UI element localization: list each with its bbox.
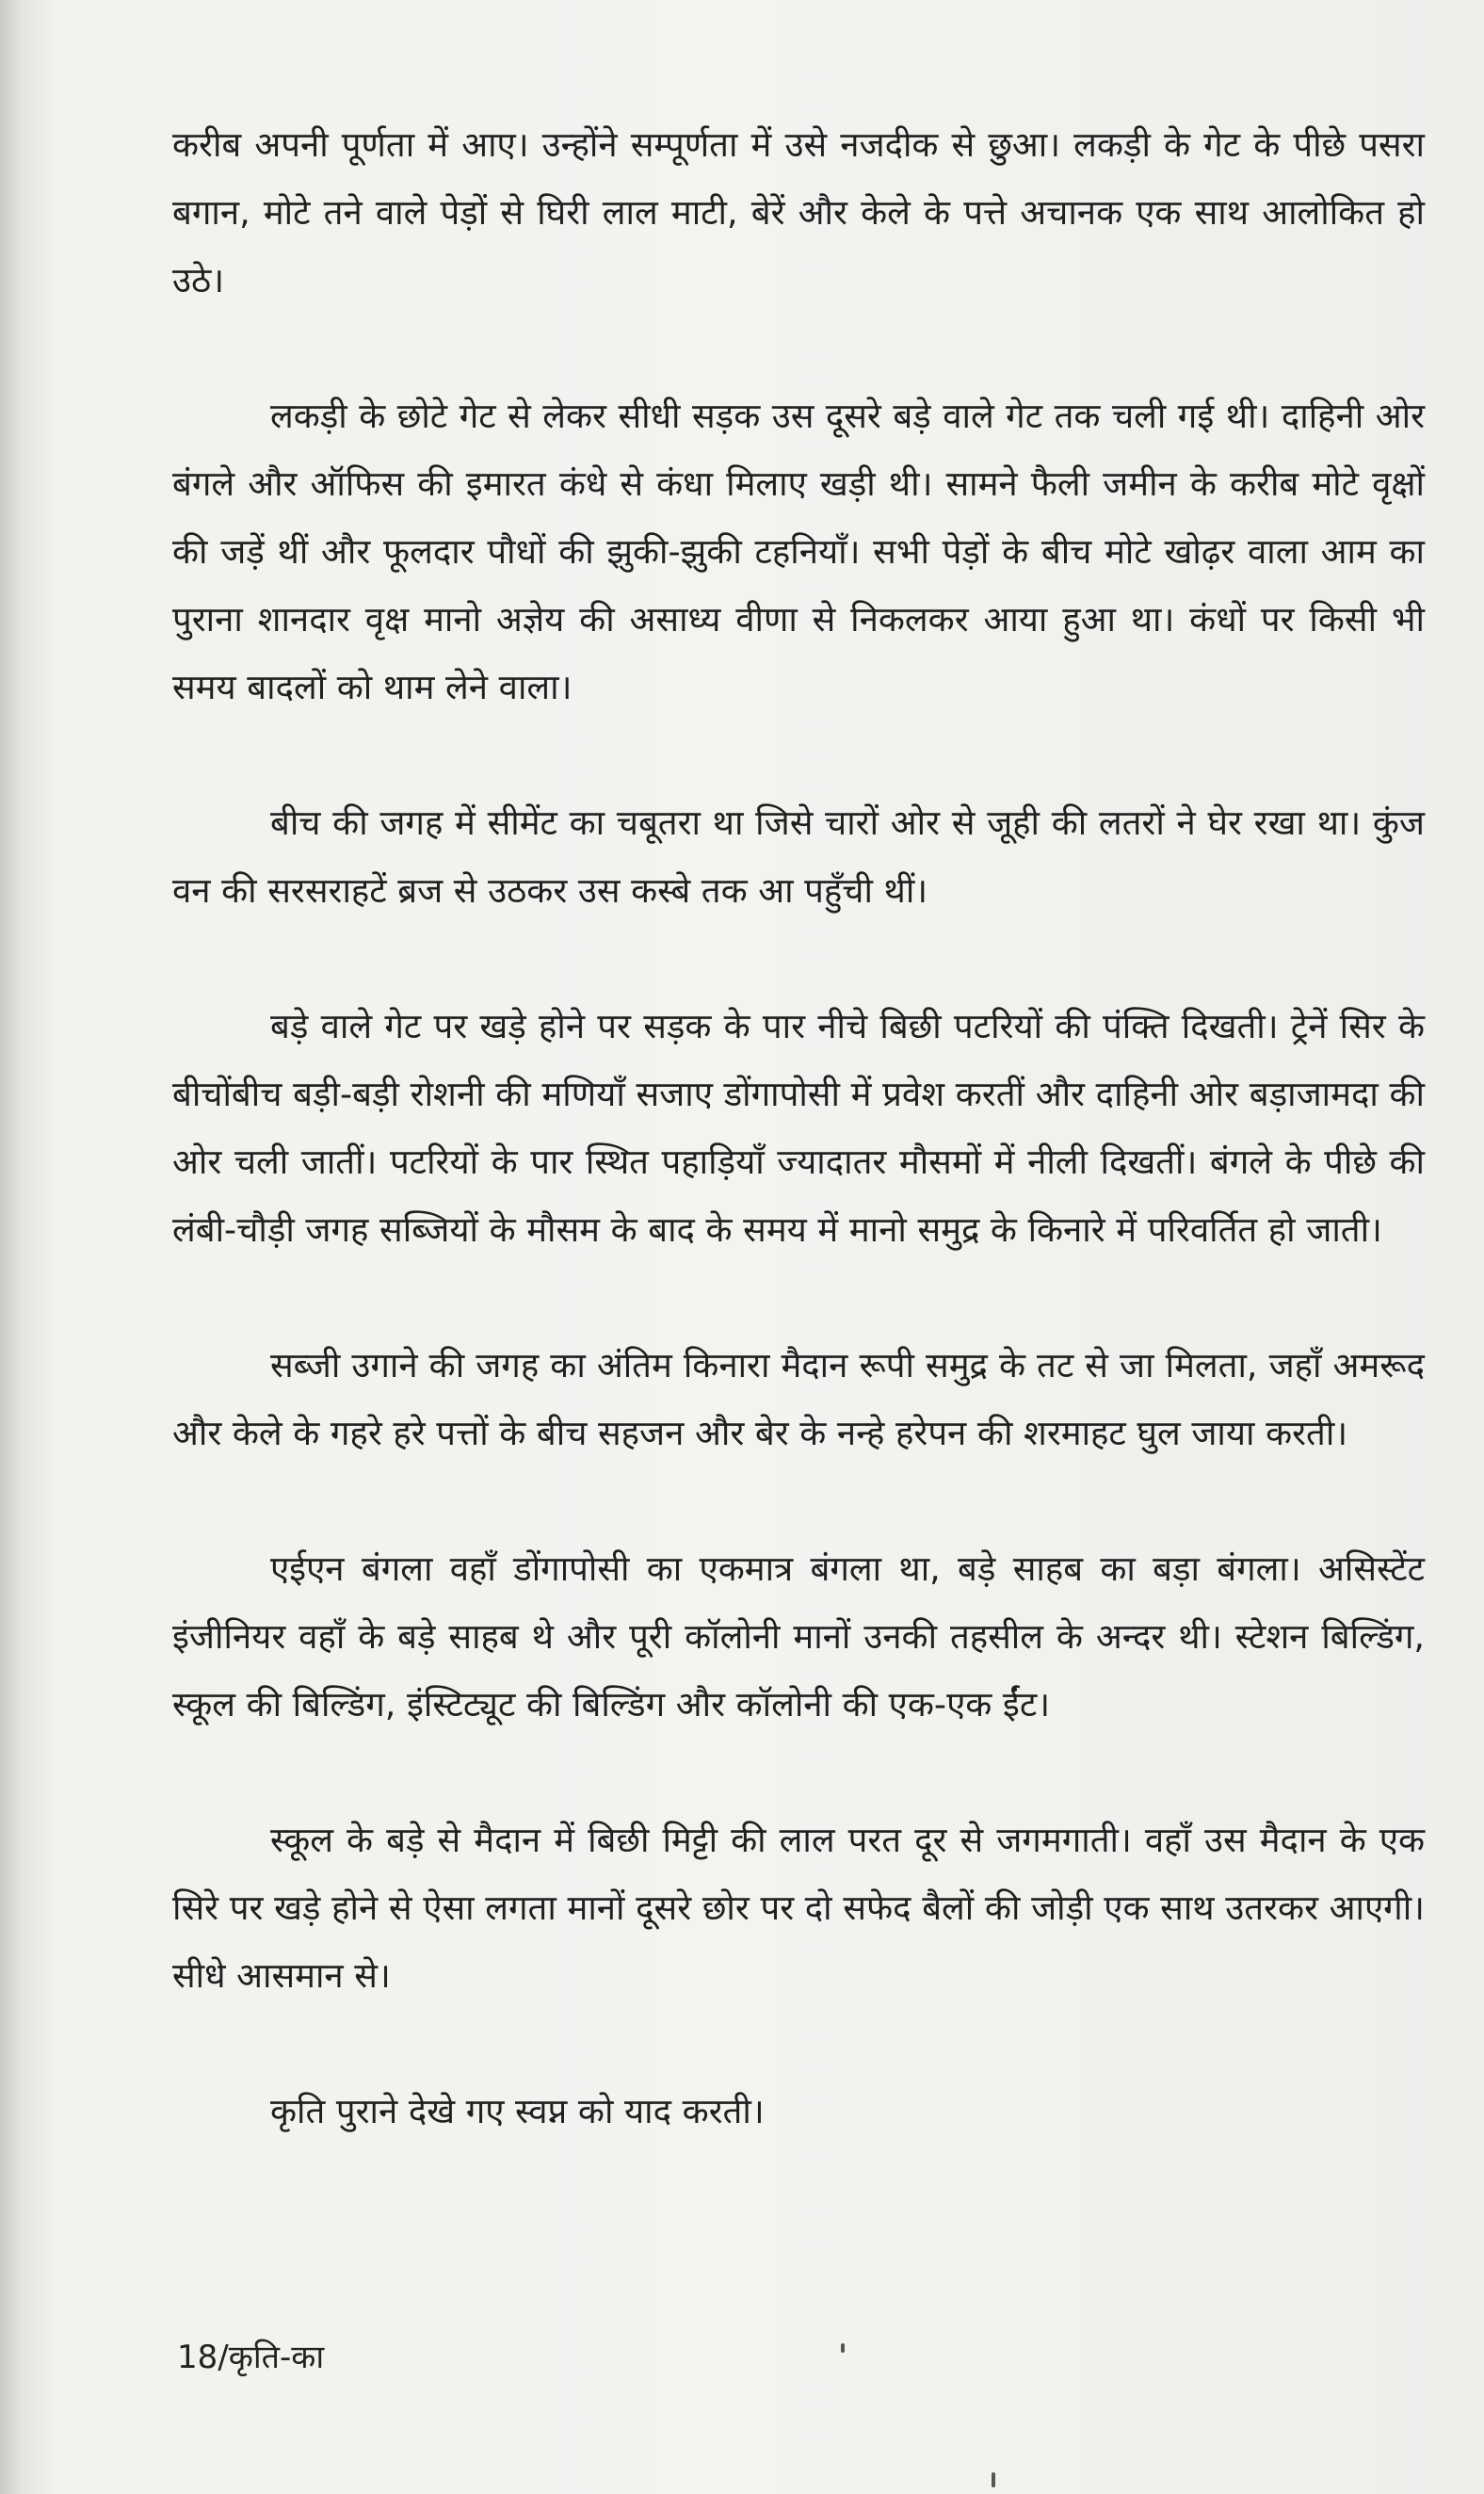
paragraph-6: एईएन बंगला वहाँ डोंगापोसी का एकमात्र बंगला था, बड़े साहब का बड़ा बंगला। असिस्टेंट इंजीनियर वहाँ के बड़े साहब थे और पूरी कॉलोनी मानों उनकी तहसील के अन्दर थी। स्टेशन बिल्डिंग, स्कूल की बिल्डिंग, इंस्टिट्यूट की बिल्डिंग और कॉलोनी की एक-एक ईंट।	[172, 1548, 1425, 1725]
paragraph-1: करीब अपनी पूर्णता में आए। उन्होंने सम्पूर्णता में उसे नजदीक से छुआ। लकड़ी के गेट के पीछे पसरा बगान, मोटे तने वाले पेड़ों से घिरी लाल माटी, बेरें और केले के पत्ते अचानक एक साथ आलोकित हो उठे।	[172, 124, 1425, 300]
paragraph-4: बड़े वाले गेट पर खड़े होने पर सड़क के पार नीचे बिछी पटरियों की पंक्ति दिखती। ट्रेनें सिर के बीचोंबीच बड़ी-बड़ी रोशनी की मणियाँ सजाए डोंगापोसी में प्रवेश करतीं और दाहिनी ओर बड़ाजामदा की ओर चली जातीं। पटरियों के पार स्थित पहाड़ियाँ ज्यादातर मौसमों में नीली दिखतीं। बंगले के पीछे की लंबी-चौड़ी जगह सब्जियों के मौसम के बाद के समय में मानो समुद्र के किनारे में परिवर्तित हो जाती।	[172, 1006, 1425, 1250]
ink-speck	[841, 2343, 845, 2353]
page-footer: 18/कृति-का	[177, 2339, 325, 2376]
paragraph-7: स्कूल के बड़े से मैदान में बिछी मिट्टी की लाल परत दूर से जगमगाती। वहाँ उस मैदान के एक सिरे पर खड़े होने से ऐसा लगता मानों दूसरे छोर पर दो सफेद बैलों की जोड़ी एक साथ उतरकर आएगी। सीधे आसमान से।	[172, 1820, 1425, 1996]
body-text	[172, 111, 1425, 2146]
paragraph-2: लकड़ी के छोटे गेट से लेकर सीधी सड़क उस दूसरे बड़े वाले गेट तक चली गई थी। दाहिनी ओर बंगले और ऑफिस की इमारत कंधे से कंधा मिलाए खड़ी थी। सामने फैली जमीन के करीब मोटे वृक्षों की जड़ें थीं और फूलदार पौधों की झुकी-झुकी टहनियाँ। सभी पेड़ों के बीच मोटे खोढ़र वाला आम का पुराना शानदार वृक्ष मानो अज्ञेय की असाध्य वीणा से निकलकर आया हुआ था। कंधों पर किसी भी समय बादलों को थाम लेने वाला।	[172, 396, 1425, 707]
paragraph-5: सब्जी उगाने की जगह का अंतिम किनारा मैदान रूपी समुद्र के तट से जा मिलता, जहाँ अमरूद और केले के गहरे हरे पत्तों के बीच सहजन और बेर के नन्हे हरेपन की शरमाहट घुल जाया करती।	[172, 1345, 1425, 1453]
paragraph-3: बीच की जगह में सीमेंट का चबूतरा था जिसे चारों ओर से जूही की लतरों ने घेर रखा था। कुंज वन की सरसराहटें ब्रज से उठकर उस कस्बे तक आ पहुँची थीं।	[172, 802, 1425, 911]
paragraph-8: कृति पुराने देखे गए स्वप्न को याद करती।	[270, 2091, 765, 2131]
ink-speck	[992, 2472, 995, 2487]
